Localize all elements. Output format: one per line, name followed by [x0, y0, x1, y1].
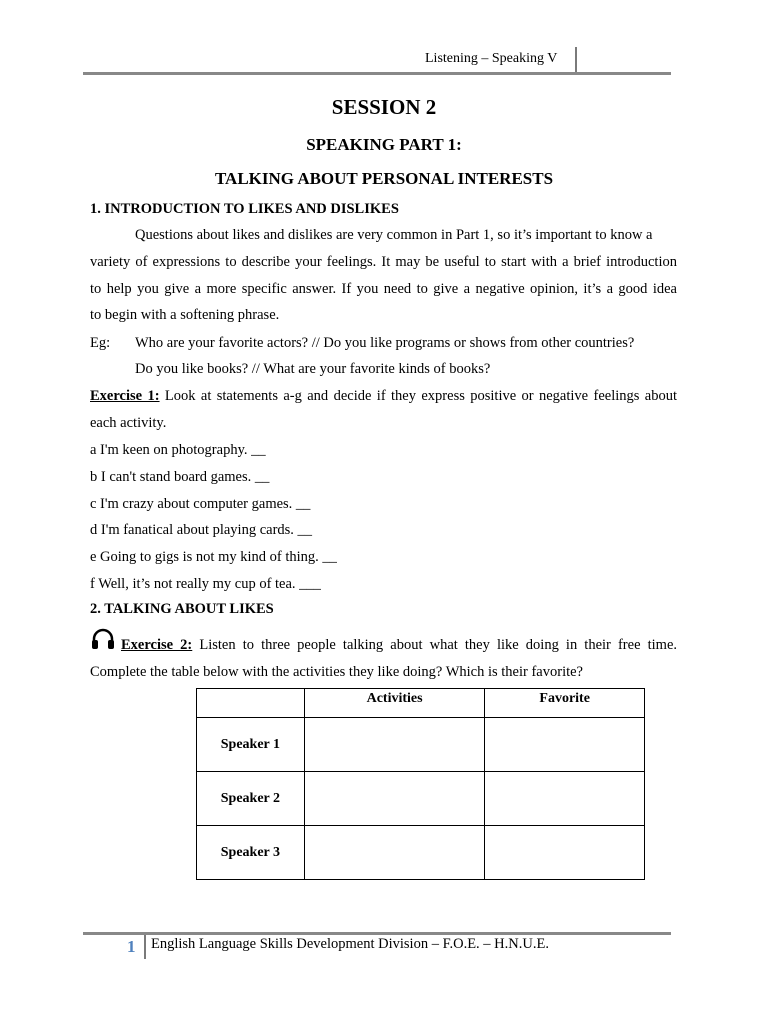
table-row [197, 718, 645, 772]
table-header-favorite: Favorite [485, 689, 645, 718]
activities-cell[interactable] [304, 718, 485, 772]
table-row [197, 826, 645, 880]
section1-heading: 1. INTRODUCTION TO LIKES AND DISLIKES [90, 201, 399, 217]
exercise2-instruction [121, 637, 677, 654]
part-title: SPEAKING PART 1: [306, 135, 462, 154]
section2-heading: 2. TALKING ABOUT LIKES [90, 601, 274, 617]
statement-d: d I'm fanatical about playing cards. __ [90, 522, 313, 538]
favorite-cell[interactable] [485, 718, 645, 772]
speaker-label: Speaker 1 [197, 718, 305, 772]
exercise1-instruction [90, 388, 677, 405]
speaker-label: Speaker 3 [197, 826, 305, 880]
speaker-label: Speaker 2 [197, 772, 305, 826]
paragraph-line-2: variety of expressions to describe your feelings. It may be useful to start with a brief introduction [90, 254, 677, 270]
paragraph-line-1: Questions about likes and dislikes are very common in Part 1, so it’s important to know a [135, 227, 653, 243]
activities-table [196, 688, 645, 880]
header-rule [83, 72, 671, 75]
statement-e: e Going to gigs is not my kind of thing. __ [90, 549, 337, 565]
page-number: 1 [127, 937, 136, 956]
activities-cell[interactable] [304, 826, 485, 880]
activities-cell[interactable] [304, 772, 485, 826]
headphones-icon [90, 627, 116, 651]
statement-b: b I can't stand board games. __ [90, 469, 270, 485]
example-line-1: Who are your favorite actors? // Do you like programs or shows from other countries? [135, 335, 635, 351]
session-title: SESSION 2 [331, 95, 437, 119]
exercise2-text: Listen to three people talking about what they like doing in their free time. [192, 637, 677, 653]
topic-title: TALKING ABOUT PERSONAL INTERESTS [214, 169, 554, 188]
exercise1-text: Look at statements a-g and decide if they express positive or negative feelings about [159, 388, 677, 404]
exercise1-instruction-cont: each activity. [90, 415, 167, 431]
example-line-2: Do you like books? // What are your favorite kinds of books? [135, 361, 491, 377]
exercise2-instruction-cont: Complete the table below with the activities they like doing? Which is their favorite? [90, 664, 583, 680]
table-header-row [197, 689, 645, 718]
header-divider [575, 47, 577, 73]
favorite-cell[interactable] [485, 772, 645, 826]
footer-text: English Language Skills Development Division – F.O.E. – H.N.U.E. [151, 936, 549, 952]
exercise1-title: Exercise 1: [90, 388, 160, 404]
footer-rule [83, 932, 671, 935]
exercise2-title: Exercise 2: [121, 637, 193, 653]
table-header-blank [197, 689, 305, 718]
favorite-cell[interactable] [485, 826, 645, 880]
example-label: Eg: [90, 335, 111, 351]
footer-divider [144, 935, 146, 959]
statement-f: f Well, it’s not really my cup of tea. ___ [90, 576, 321, 592]
running-header: Listening – Speaking V [425, 51, 558, 66]
table-row [197, 772, 645, 826]
statement-a: a I'm keen on photography. __ [90, 442, 266, 458]
paragraph-line-4: to begin with a softening phrase. [90, 307, 280, 323]
statement-c: c I'm crazy about computer games. __ [90, 496, 311, 512]
paragraph-line-3: to help you give a more specific answer. If you need to give a negative opinion, it’s a good idea [90, 281, 677, 297]
table-header-activities: Activities [304, 689, 485, 718]
